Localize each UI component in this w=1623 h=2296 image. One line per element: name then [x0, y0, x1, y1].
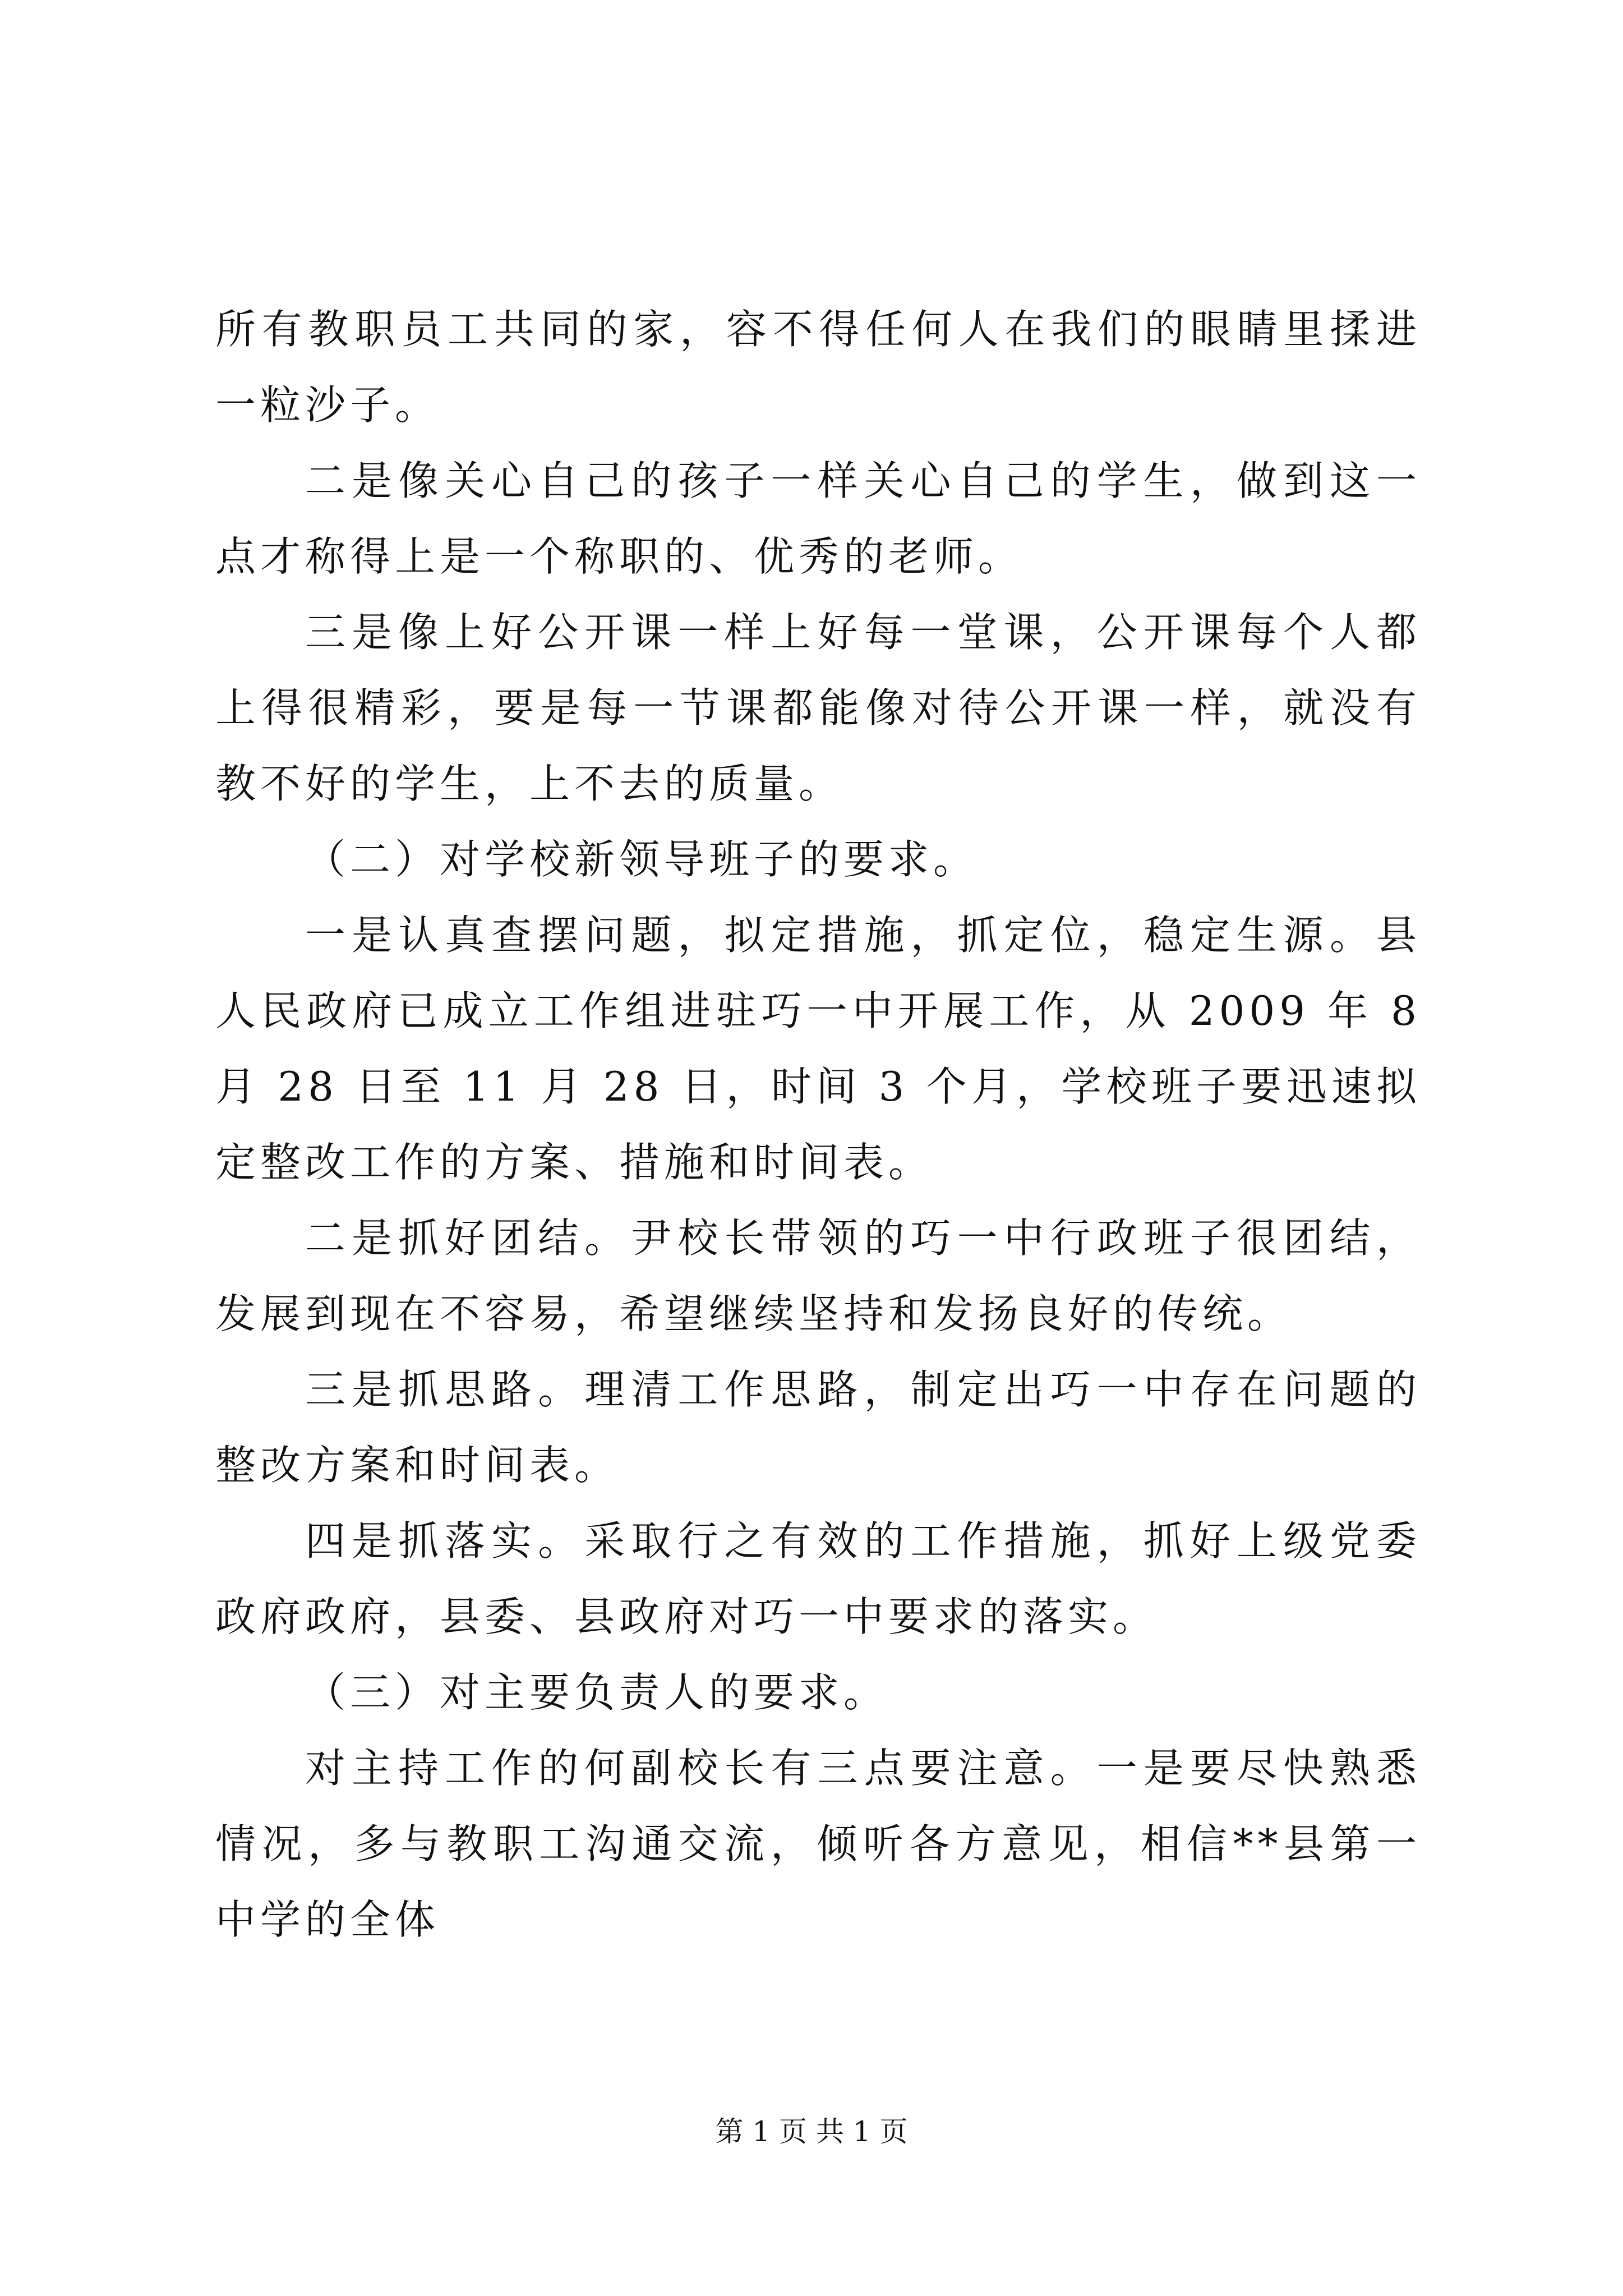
paragraph-6: 三是抓思路。理清工作思路，制定出巧一中存在问题的整改方案和时间表。: [215, 1366, 1421, 1489]
paragraph-1: 所有教职员工共同的家，容不得任何人在我们的眼睛里揉进一粒沙子。: [215, 306, 1421, 429]
paragraph-2: 二是像关心自己的孩子一样关心自己的学生，做到这一点才称得上是一个称职的、优秀的老师。: [215, 457, 1421, 580]
section-heading-3: （三）对主要负责人的要求。: [305, 1669, 889, 1716]
paragraph-3: 三是像上好公开课一样上好每一堂课，公开课每个人都上得很精彩，要是每一节课都能像对待公开课一样，就没有教不好的学生，上不去的质量。: [215, 609, 1421, 807]
paragraph-4: 一是认真查摆问题，拟定措施，抓定位，稳定生源。县人民政府已成立工作组进驻巧一中开展工作，从 2009 年 8 月 28 日至 11 月 28 日，时间 3 个月，学校班子要迅速拟定整改工作的方案、措施和时间表。: [215, 912, 1421, 1186]
body-text: [215, 292, 1421, 1958]
paragraph-8: 对主持工作的何副校长有三点要注意。一是要尽快熟悉情况，多与教职工沟通交流，倾听各方意见，相信**县第一中学的全体: [215, 1745, 1421, 1943]
page-number-footer: 第 1 页 共 1 页: [715, 2115, 908, 2148]
section-heading-2: （二）对学校新领导班子的要求。: [305, 836, 979, 883]
paragraph-5: 二是抓好团结。尹校长带领的巧一中行政班子很团结，发展到现在不容易，希望继续坚持和发扬良好的传统。: [215, 1214, 1421, 1337]
paragraph-7: 四是抓落实。采取行之有效的工作措施，抓好上级党委政府政府，县委、县政府对巧一中要求的落实。: [215, 1517, 1421, 1640]
